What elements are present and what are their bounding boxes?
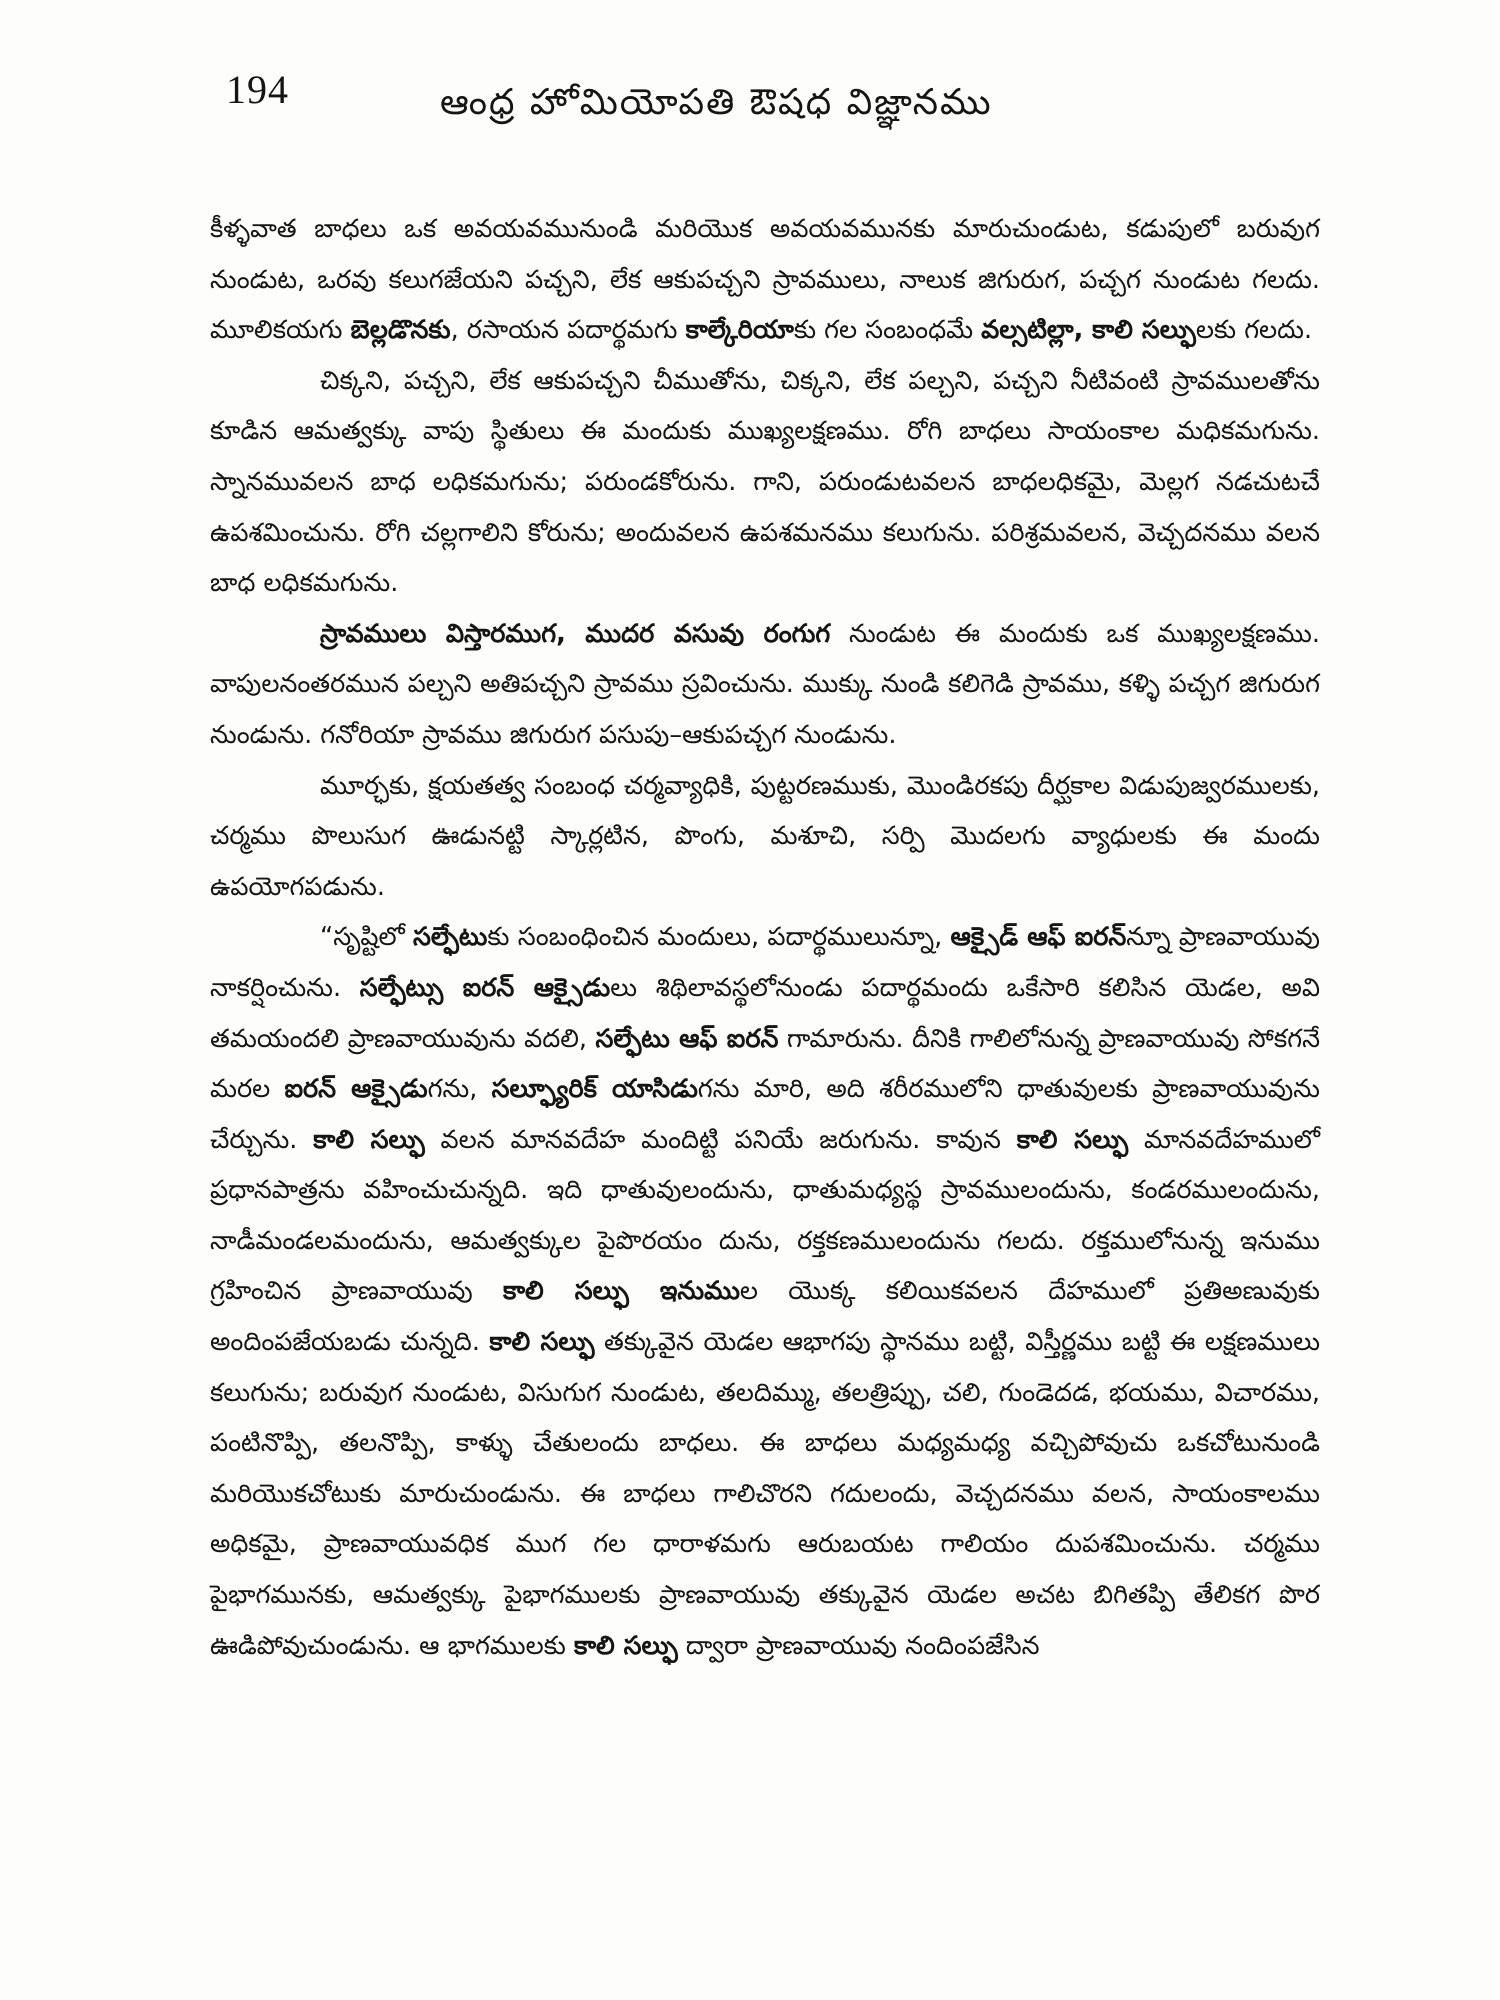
- bold-term: కాల్కేరియా: [685, 315, 794, 346]
- bold-term: సల్ఫ్యూరిక్ యాసిడు: [491, 1074, 698, 1105]
- paragraph: [210, 609, 1320, 761]
- bold-term: సల్ఫేట్సు ఐరన్ ఆక్సైడు: [359, 972, 611, 1003]
- bold-term: కాలి సల్ఫు: [489, 1327, 595, 1358]
- bold-term: కాలి సల్ఫు: [1016, 1124, 1129, 1155]
- text-run: “సృష్టిలో: [320, 922, 414, 953]
- text-run: గామారును. దీనికి గాలిలోనున్న ప్రాణవాయువు సోకగనే మరల: [210, 1023, 1320, 1105]
- text-run: నుండుట ఈ మందుకు ఒక ముఖ్యలక్షణము. వాపులనంతరమున పల్చని అతిపచ్చని స్రావము స్రవించును. ముక్కు నుండి కలిగెడి స్రావము, కళ్ళి పచ్చగ జిగురుగ నుండును. గనోరియా స్రావము జిగురుగ పసుపు–ఆకుపచ్చగ నుండును.: [210, 618, 1320, 750]
- text-run: ద్వారా ప్రాణవాయువు నందింపజేసిన: [677, 1630, 1040, 1661]
- text-run: వలన మానవదేహ మందిట్టి పనియే జరుగును. కావున: [424, 1124, 1017, 1155]
- text-run: కు గల సంబంధమే: [793, 315, 982, 346]
- paragraph: [210, 761, 1320, 913]
- bold-term: కాలి సల్ఫు: [573, 1630, 678, 1661]
- running-title: ఆంధ్ర హోమియోపతి ఔషధ విజ్ఞానము: [440, 82, 993, 123]
- text-run: న్నూ ప్రాణవాయువు నాకర్షించును.: [210, 922, 1320, 1003]
- text-run: ల యొక్క కలియికవలన దేహములో ప్రతిఅణువుకు అందింపజేయబడు చున్నది.: [210, 1276, 1320, 1358]
- bold-term: ఆక్సైడ్ ఆఫ్ ఐరన్: [950, 922, 1127, 953]
- bold-term: స్రావములు విస్తారముగ, ముదర వసువు రంగుగ: [320, 618, 831, 649]
- text-run: చిక్కని, పచ్చని, లేక ఆకుపచ్చని చీముతోను, చిక్కని, లేక పల్చని, పచ్చని నీటివంటి స్రావములతోను కూడిన ఆమత్వక్కు వాపు స్థితులు ఈ మందుకు ముఖ్యలక్షణము. రోగి బాధలు సాయంకాల మధికమగును. స్నానమువలన బాధ లధికమగును; పరుండకోరును. గాని, పరుండుటవలన బాధలధికమై, మెల్లగ నడచుటచే ఉపశమించును. రోగి చల్లగాలిని కోరును; అందువలన ఉపశమనము కలుగును. పరిశ్రమవలన, వెచ్చదనము వలన బాధ లధికమగును.: [210, 365, 1320, 599]
- bold-term: సల్ఫేటు: [413, 922, 488, 953]
- bold-term: ఐరన్ ఆక్సైడు: [284, 1074, 428, 1105]
- text-run: గను మారి, అది శరీరములోని ధాతువులకు ప్రాణవాయువును చేర్చును.: [210, 1074, 1320, 1155]
- bold-term: కాలి సల్ఫు: [313, 1124, 425, 1155]
- text-run: కీళ్ళవాత బాధలు ఒక అవయవమునుండి మరియొక అవయవమునకు మారుచుండుట, కడుపులో బరువుగ నుండుట, ఒరవు కలుగజేయని పచ్చని, లేక ఆకుపచ్చని స్రావములు, నాలుక జిగురుగ, పచ్చగ నుండుట గలదు. మూలికయగు: [210, 214, 1320, 346]
- page-number: 194: [226, 67, 289, 112]
- text-run: కు సంబంధించిన మందులు, పదార్థములున్నూ,: [487, 922, 951, 953]
- paragraph: [210, 204, 1320, 356]
- paragraph: [210, 912, 1320, 1671]
- bold-term: వల్సటిల్లా, కాలి సల్ఫు: [981, 315, 1196, 346]
- paragraph: [210, 356, 1320, 609]
- bold-term: కాలి సల్ఫు ఇనుము: [502, 1276, 740, 1307]
- text-run: , రసాయన పదార్థమగు: [450, 315, 686, 346]
- bold-term: సల్ఫేటు ఆఫ్ ఐరన్: [595, 1023, 779, 1054]
- text-run: మానవదేహములో ప్రధానపాత్రను వహించుచున్నది. ఇది ధాతువులందును, ధాతుమధ్యస్థ స్రావములందును, కండరములందును, నాడీమండలమందును, ఆమత్వక్కుల పైపొరయం దును, రక్తకణములందును గలదు. రక్తములోనున్న ఇనుము గ్రహించిన ప్రాణవాయువు: [210, 1124, 1321, 1307]
- text-run: లు శిథిలావస్థలోనుండు పదార్థమందు ఒకేసారి కలిసిన యెడల, అవి తమయందలి ప్రాణవాయువును వదలి,: [210, 972, 1320, 1054]
- body-text: [210, 204, 1320, 1671]
- bold-term: బెల్లడొనకు: [350, 315, 451, 346]
- text-run: లకు గలదు.: [1195, 315, 1313, 346]
- text-run: మూర్ఛకు, క్షయతత్వ సంబంధ చర్మవ్యాధికి, పుట్టరణముకు, మొండిరకపు దీర్ఘకాల విడుపుజ్వరములకు, చర్మము పొలుసుగ ఊడునట్టి స్కార్లటిన, పొంగు, మశూచి, సర్పి మొదలగు వ్యాధులకు ఈ మందు ఉపయోగపడును.: [210, 770, 1320, 902]
- text-run: తక్కువైన యెడల ఆభాగపు స్థానము బట్టి, విస్తీర్ణము బట్టి ఈ లక్షణములు కలుగును; బరువుగ నుండుట, విసుగుగ నుండుట, తలదిమ్ము, తలత్రిప్పు, చలి, గుండెదడ, భయము, విచారము, పంటినొప్పి, తలనొప్పి, కాళ్ళు చేతులందు బాధలు. ఈ బాధలు మధ్యమధ్య వచ్చిపోవుచు ఒకచోటునుండి మరియొకచోటుకు మారుచుండును. ఈ బాధలు గాలిచొరని గదులందు, వెచ్చదనము వలన, సాయంకాలము అధికమై, ప్రాణవాయువధిక ముగ గల ధారాళమగు ఆరుబయట గాలియం దుపశమించును. చర్మము పైభాగమునకు, ఆమత్వక్కు పైభాగములకు ప్రాణవాయువు తక్కువైన యెడల అచట బిగితప్పి తేలికగ పొర ఊడిపోవుచుండును. ఆ భాగములకు: [210, 1327, 1321, 1661]
- text-run: గను,: [427, 1074, 492, 1105]
